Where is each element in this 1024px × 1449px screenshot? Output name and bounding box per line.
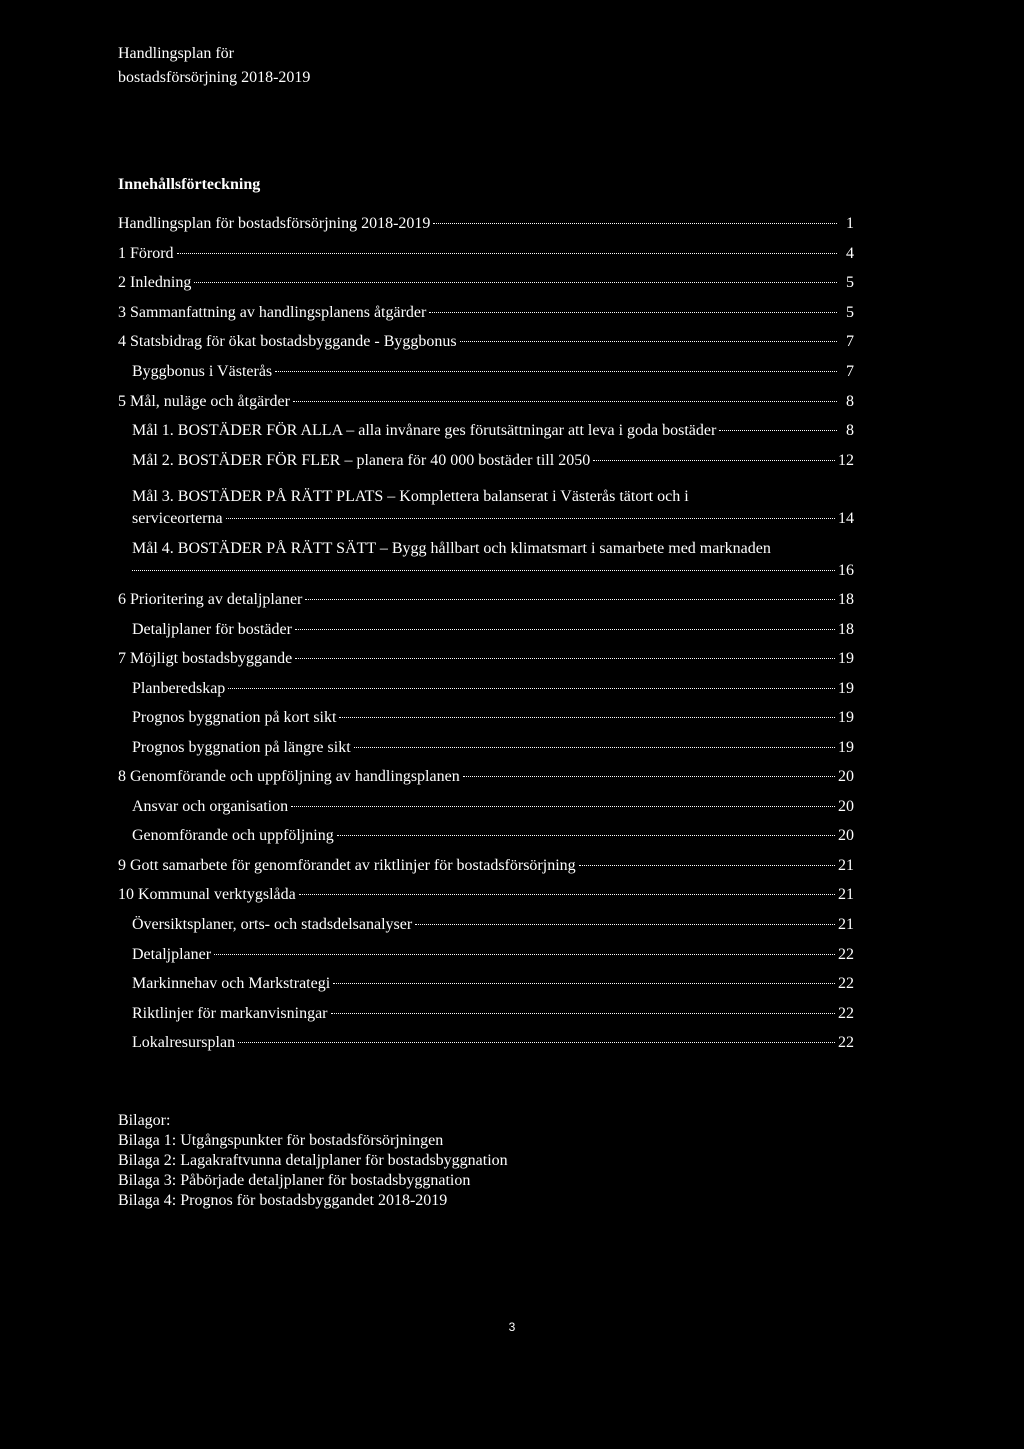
toc-leader-dots xyxy=(331,1013,835,1014)
toc-entry-page: 22 xyxy=(838,946,854,963)
attachment-item: Bilaga 2: Lagakraftvunna detaljplaner för bostadsbyggnation xyxy=(118,1152,508,1169)
toc-entry-page: 8 xyxy=(846,422,854,439)
toc-leader-dots xyxy=(295,629,835,630)
toc-entry[interactable] xyxy=(118,393,854,415)
toc-entry[interactable] xyxy=(132,486,854,530)
toc-entry[interactable] xyxy=(132,680,854,702)
toc-leader-dots xyxy=(463,776,835,777)
attachment-item: Bilaga 1: Utgångspunkter för bostadsförsörjningen xyxy=(118,1132,444,1149)
toc-entry-page: 19 xyxy=(838,739,854,756)
toc-leader-dots xyxy=(295,658,835,659)
toc-leader-dots xyxy=(214,954,835,955)
toc-leader-dots xyxy=(194,282,837,283)
toc-entry-page: 1 xyxy=(846,215,854,232)
toc-leader-dots xyxy=(415,924,835,925)
toc-entry-text: Mål 1. BOSTÄDER FÖR ALLA – alla invånare ges förutsättningar att leva i goda bostäder xyxy=(132,422,717,439)
toc-entry[interactable] xyxy=(132,1005,854,1027)
toc-entry[interactable] xyxy=(118,886,854,908)
header-line-2: bostadsförsörjning 2018-2019 xyxy=(118,69,311,86)
toc-entry-text: Översiktsplaner, orts- och stadsdelsanalyser xyxy=(132,916,413,933)
toc-leader-dots xyxy=(339,717,835,718)
toc-leader-dots xyxy=(429,312,837,313)
toc-entry[interactable] xyxy=(132,1034,854,1056)
toc-entry[interactable] xyxy=(132,946,854,968)
toc-leader-dots xyxy=(228,688,835,689)
toc-entry-text: Prognos byggnation på längre sikt xyxy=(132,739,351,756)
toc-leader-dots xyxy=(433,223,837,224)
toc-entry[interactable] xyxy=(132,452,854,474)
toc-leader-dots xyxy=(226,518,835,519)
toc-entry[interactable] xyxy=(118,768,854,790)
toc-entry[interactable] xyxy=(132,798,854,820)
toc-entry[interactable] xyxy=(118,304,854,326)
toc-entry-text: 7 Möjligt bostadsbyggande xyxy=(118,650,293,667)
toc-entry[interactable] xyxy=(132,621,854,643)
toc-entry[interactable] xyxy=(132,363,854,385)
toc-entry-page: 21 xyxy=(838,857,854,874)
attachments-title: Bilagor: xyxy=(118,1112,171,1129)
toc-entry-text: Riktlinjer för markanvisningar xyxy=(132,1005,328,1022)
attachment-item: Bilaga 4: Prognos för bostadsbyggandet 2018-2019 xyxy=(118,1192,448,1209)
toc-entry[interactable] xyxy=(132,422,854,444)
toc-entry-text-continued: serviceorterna xyxy=(132,510,223,527)
toc-entry-page: 22 xyxy=(838,975,854,992)
toc-entry-page: 19 xyxy=(838,650,854,667)
toc-entry-text: Lokalresursplan xyxy=(132,1034,236,1051)
toc-leader-dots xyxy=(293,401,837,402)
toc-leader-dots xyxy=(337,835,835,836)
toc-entry-page: 8 xyxy=(846,393,854,410)
toc-leader-dots xyxy=(177,253,837,254)
toc-entry-page: 7 xyxy=(846,333,854,350)
toc-entry-text: Ansvar och organisation xyxy=(132,798,289,815)
toc-entry-text: 1 Förord xyxy=(118,245,174,262)
toc-entry[interactable] xyxy=(118,215,854,237)
toc-leader-dots xyxy=(579,865,835,866)
toc-entry-text: Genomförande och uppföljning xyxy=(132,827,334,844)
toc-leader-dots xyxy=(291,806,835,807)
toc-leader-dots xyxy=(354,747,835,748)
toc-entry-page: 12 xyxy=(838,452,854,469)
toc-entry-page: 14 xyxy=(838,510,854,527)
toc-entry[interactable] xyxy=(118,650,854,672)
toc-entry[interactable] xyxy=(132,739,854,761)
document-header xyxy=(118,42,310,90)
toc-entry[interactable] xyxy=(132,916,854,938)
toc-entry-text: 8 Genomförande och uppföljning av handlingsplanen xyxy=(118,768,460,785)
toc-entry[interactable] xyxy=(118,591,854,613)
toc-entry-text: 5 Mål, nuläge och åtgärder xyxy=(118,393,290,410)
toc-entry[interactable] xyxy=(132,538,854,582)
toc-entry-page: 20 xyxy=(838,768,854,785)
toc-entry-text: Markinnehav och Markstrategi xyxy=(132,975,331,992)
toc-entry-page: 4 xyxy=(846,245,854,262)
toc-entry[interactable] xyxy=(132,709,854,731)
toc-entry-text: Detaljplaner xyxy=(132,946,212,963)
toc-leader-dots xyxy=(593,460,835,461)
toc-entry-page: 18 xyxy=(838,591,854,608)
toc-entry-text: 10 Kommunal verktygslåda xyxy=(118,886,296,903)
toc-leader-dots xyxy=(132,570,835,571)
attachments-list xyxy=(118,1111,508,1211)
toc-entry[interactable] xyxy=(118,245,854,267)
toc-entry-text: Mål 2. BOSTÄDER FÖR FLER – planera för 40 000 bostäder till 2050 xyxy=(132,452,591,469)
toc-leader-dots xyxy=(275,371,837,372)
toc-leader-dots xyxy=(299,894,835,895)
toc-entry-page: 5 xyxy=(846,274,854,291)
toc-entry-page: 21 xyxy=(838,916,854,933)
toc-entry-page: 22 xyxy=(838,1034,854,1051)
toc-leader-dots xyxy=(238,1042,835,1043)
page-number: 3 xyxy=(508,1320,516,1334)
toc-entry-page: 18 xyxy=(838,621,854,638)
toc-entry-text: Handlingsplan för bostadsförsörjning 2018-2019 xyxy=(118,215,431,232)
toc-entry-text: 4 Statsbidrag för ökat bostadsbyggande - Byggbonus xyxy=(118,333,457,350)
toc-entry-text: Detaljplaner för bostäder xyxy=(132,621,292,638)
toc-entry-text: Prognos byggnation på kort sikt xyxy=(132,709,337,726)
toc-entry-page: 5 xyxy=(846,304,854,321)
toc-entry-text: 6 Prioritering av detaljplaner xyxy=(118,591,303,608)
attachment-item: Bilaga 3: Påbörjade detaljplaner för bostadsbyggnation xyxy=(118,1172,471,1189)
toc-leader-dots xyxy=(305,599,835,600)
toc-entry-page: 16 xyxy=(838,562,854,579)
toc-entry[interactable] xyxy=(132,827,854,849)
toc-entry[interactable] xyxy=(132,975,854,997)
toc-leader-dots xyxy=(460,341,837,342)
toc-entry-page: 19 xyxy=(838,680,854,697)
toc-leader-dots xyxy=(333,983,835,984)
header-line-1: Handlingsplan för xyxy=(118,45,234,62)
toc-leader-dots xyxy=(719,430,837,431)
toc-entry-text: 3 Sammanfattning av handlingsplanens åtgärder xyxy=(118,304,427,321)
toc-entry[interactable] xyxy=(118,333,854,355)
toc-entry-page: 21 xyxy=(838,886,854,903)
toc-entry[interactable] xyxy=(118,857,854,879)
toc-entry-text: Byggbonus i Västerås xyxy=(132,363,273,380)
toc-entry-page: 7 xyxy=(846,363,854,380)
toc-entry-page: 20 xyxy=(838,798,854,815)
toc-title: Innehållsförteckning xyxy=(118,176,261,193)
toc-entry-page: 19 xyxy=(838,709,854,726)
toc-entry-page: 20 xyxy=(838,827,854,844)
toc-entry-text: 9 Gott samarbete för genomförandet av riktlinjer för bostadsförsörjning xyxy=(118,857,576,874)
toc-entry[interactable] xyxy=(118,274,854,296)
toc-entry-page: 22 xyxy=(838,1005,854,1022)
toc-entry-text: Mål 3. BOSTÄDER PÅ RÄTT PLATS – Komplettera balanserat i Västerås tätort och i xyxy=(132,488,689,505)
toc-entry-text: 2 Inledning xyxy=(118,274,192,291)
toc-entry-text: Mål 4. BOSTÄDER PÅ RÄTT SÄTT – Bygg hållbart och klimatsmart i samarbete med marknaden xyxy=(132,540,771,557)
toc-entry-text: Planberedskap xyxy=(132,680,226,697)
